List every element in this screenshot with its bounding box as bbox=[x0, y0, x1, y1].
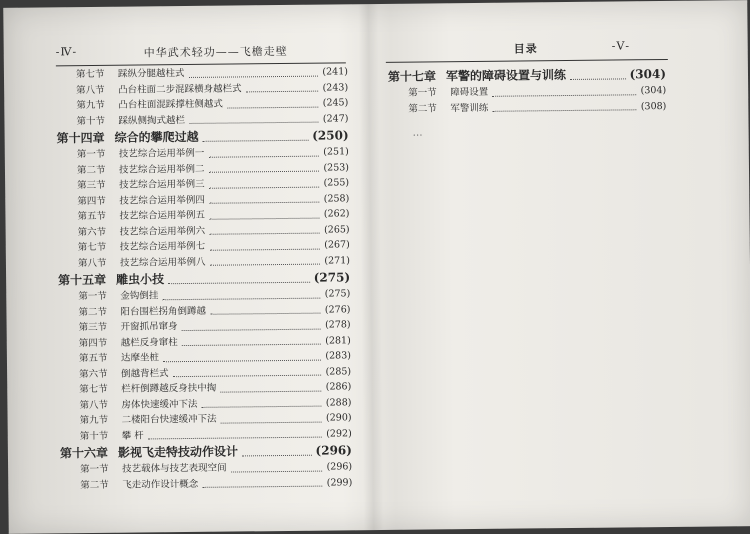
section-title: 踩纵分腿越柱式 bbox=[117, 68, 185, 80]
page-reference: (290) bbox=[325, 412, 352, 424]
toc-section-row bbox=[60, 475, 352, 494]
section-label: 第五节 bbox=[78, 352, 108, 365]
dot-leader bbox=[203, 127, 309, 142]
dot-leader bbox=[231, 460, 322, 472]
section-label: 第三节 bbox=[78, 321, 108, 334]
page-reference: (285) bbox=[325, 365, 352, 378]
page-reference: (251) bbox=[323, 146, 349, 158]
left-page-number: -Ⅳ- bbox=[55, 45, 78, 59]
section-label: 第一节 bbox=[80, 463, 109, 476]
section-title: 技艺综合运用举例五 bbox=[119, 209, 206, 222]
dot-leader bbox=[182, 318, 321, 331]
dot-leader bbox=[173, 364, 321, 377]
section-label: 第三节 bbox=[77, 179, 106, 192]
section-label: 第九节 bbox=[79, 414, 109, 427]
right-toc bbox=[388, 65, 666, 117]
section-title: 技艺综合运用举例三 bbox=[119, 178, 205, 191]
book-gutter bbox=[358, 4, 384, 530]
dot-leader bbox=[209, 207, 319, 220]
chapter-label: 第十四章 bbox=[56, 130, 105, 146]
dot-leader bbox=[492, 99, 636, 112]
page-reference: (281) bbox=[325, 334, 351, 347]
dot-leader bbox=[201, 395, 321, 408]
section-label: 第二节 bbox=[408, 102, 437, 115]
page-reference: (243) bbox=[322, 81, 349, 94]
chapter-label: 第十七章 bbox=[387, 69, 437, 84]
end-mark: … bbox=[412, 127, 423, 139]
section-title: 凸台柱面混踩撑柱侧越式 bbox=[118, 98, 223, 111]
dot-leader bbox=[492, 83, 636, 96]
section-label: 第六节 bbox=[77, 226, 107, 238]
section-label: 第五节 bbox=[77, 210, 107, 223]
dot-leader bbox=[162, 287, 320, 300]
page-reference: (308) bbox=[640, 100, 667, 112]
page-reference: (275) bbox=[313, 270, 351, 285]
section-label: 第一节 bbox=[78, 290, 107, 303]
dot-leader bbox=[220, 380, 321, 393]
section-title: 技艺载体与技艺表现空间 bbox=[122, 462, 227, 475]
chapter-title: 军警的障碍设置与训练 bbox=[445, 68, 567, 84]
page-reference: (296) bbox=[315, 443, 352, 458]
section-label: 第八节 bbox=[77, 257, 107, 269]
page-reference: (286) bbox=[325, 381, 352, 393]
section-title: 飞走动作设计概念 bbox=[122, 478, 199, 491]
section-label: 第八节 bbox=[79, 399, 109, 411]
page-reference: (278) bbox=[325, 319, 351, 331]
dot-leader bbox=[163, 349, 321, 362]
page-reference: (271) bbox=[324, 254, 350, 267]
page-reference: (262) bbox=[323, 208, 350, 220]
dot-leader bbox=[221, 411, 322, 424]
page-reference: (276) bbox=[324, 303, 351, 316]
page-reference: (245) bbox=[322, 97, 349, 109]
section-label: 第七节 bbox=[79, 383, 108, 396]
section-title: 凸台柱面二步混踩横身越栏式 bbox=[118, 82, 242, 96]
section-label: 第九节 bbox=[76, 99, 105, 112]
dot-leader bbox=[227, 96, 318, 108]
chapter-label: 第十六章 bbox=[59, 445, 109, 461]
section-label: 第十节 bbox=[79, 430, 109, 442]
page-reference: (253) bbox=[323, 161, 350, 174]
chapter-title: 影视飞走特技动作设计 bbox=[117, 444, 239, 460]
section-title: 达摩坐桩 bbox=[120, 352, 160, 364]
section-title: 开窗抓吊窜身 bbox=[120, 321, 178, 333]
section-label: 第六节 bbox=[79, 368, 108, 380]
dot-leader bbox=[182, 333, 321, 346]
section-title: 技艺综合运用举例一 bbox=[118, 147, 205, 160]
page-reference: (283) bbox=[325, 350, 351, 362]
page-reference: (299) bbox=[326, 476, 353, 489]
section-title: 越栏反身窜柱 bbox=[120, 336, 178, 349]
chapter-label: 第十五章 bbox=[58, 272, 107, 288]
page-reference: (304) bbox=[640, 84, 667, 97]
toc-section-row bbox=[388, 98, 666, 116]
page-reference: (288) bbox=[325, 396, 352, 409]
dot-leader bbox=[570, 65, 626, 80]
section-title: 阳台围栏拐角倒蹲越 bbox=[120, 305, 207, 318]
dot-leader bbox=[210, 302, 320, 315]
section-title: 技艺综合运用举例六 bbox=[119, 225, 206, 238]
section-title: 二楼阳台快速缓冲下法 bbox=[121, 413, 217, 426]
right-page-number: -Ⅴ- bbox=[611, 39, 631, 53]
section-label: 第二节 bbox=[80, 479, 109, 491]
section-label: 第七节 bbox=[75, 68, 105, 81]
page-reference: (258) bbox=[323, 192, 350, 205]
dot-leader bbox=[209, 160, 319, 173]
section-label: 第一节 bbox=[76, 148, 106, 161]
section-label: 第十节 bbox=[76, 115, 106, 127]
right-running-title: 目录 bbox=[513, 42, 538, 56]
page-reference: (255) bbox=[323, 177, 350, 189]
section-title: 倒越背栏式 bbox=[121, 367, 169, 380]
section-label: 第二节 bbox=[78, 306, 108, 318]
book-spread bbox=[3, 0, 750, 534]
section-title: 金钩倒挂 bbox=[120, 290, 159, 302]
page-reference: (296) bbox=[326, 461, 353, 473]
section-title: 技艺综合运用举例八 bbox=[119, 256, 206, 269]
section-title: 房体快速缓冲下法 bbox=[121, 398, 198, 411]
page-reference: (247) bbox=[322, 112, 349, 125]
right-header-rule bbox=[386, 59, 668, 63]
section-title: 技艺综合运用举例四 bbox=[119, 194, 205, 207]
section-title: 踩纵侧掏式越栏 bbox=[118, 114, 186, 127]
section-label: 第八节 bbox=[76, 84, 105, 96]
page-reference: (275) bbox=[324, 288, 351, 300]
dot-leader bbox=[210, 222, 320, 235]
left-running-title: 中华武术轻功——飞檐走壁 bbox=[143, 44, 288, 60]
section-label: 第七节 bbox=[77, 241, 107, 254]
chapter-title: 雕虫小技 bbox=[116, 272, 165, 287]
section-label: 第二节 bbox=[76, 164, 106, 176]
page-reference: (250) bbox=[312, 128, 349, 143]
dot-leader bbox=[209, 191, 319, 204]
dot-leader bbox=[148, 426, 322, 439]
page-reference: (241) bbox=[322, 66, 349, 78]
dot-leader bbox=[202, 475, 322, 488]
dot-leader bbox=[189, 111, 318, 124]
page-reference: (267) bbox=[324, 239, 350, 251]
dot-leader bbox=[242, 442, 312, 457]
section-title: 技艺综合运用举例七 bbox=[119, 240, 206, 253]
dot-leader bbox=[168, 269, 310, 284]
dot-leader bbox=[209, 176, 319, 189]
dot-leader bbox=[189, 65, 318, 78]
section-title: 技艺综合运用举例二 bbox=[118, 163, 205, 176]
dot-leader bbox=[210, 238, 320, 251]
page-reference: (304) bbox=[629, 66, 667, 82]
section-title: 障碍设置 bbox=[450, 86, 489, 99]
section-label: 第四节 bbox=[78, 337, 108, 349]
dot-leader bbox=[210, 253, 320, 266]
section-title: 军警训练 bbox=[450, 102, 489, 114]
section-title: 栏杆倒蹲越反身扶中掏 bbox=[121, 382, 217, 395]
left-toc bbox=[56, 64, 352, 493]
page-reference: (265) bbox=[324, 223, 350, 236]
chapter-title: 综合的攀爬过越 bbox=[114, 129, 199, 145]
section-title: 攀 杆 bbox=[121, 429, 144, 442]
page-reference: (292) bbox=[326, 427, 352, 440]
dot-leader bbox=[246, 80, 318, 92]
dot-leader bbox=[209, 145, 319, 158]
section-label: 第一节 bbox=[408, 87, 437, 99]
section-label: 第四节 bbox=[77, 195, 106, 207]
